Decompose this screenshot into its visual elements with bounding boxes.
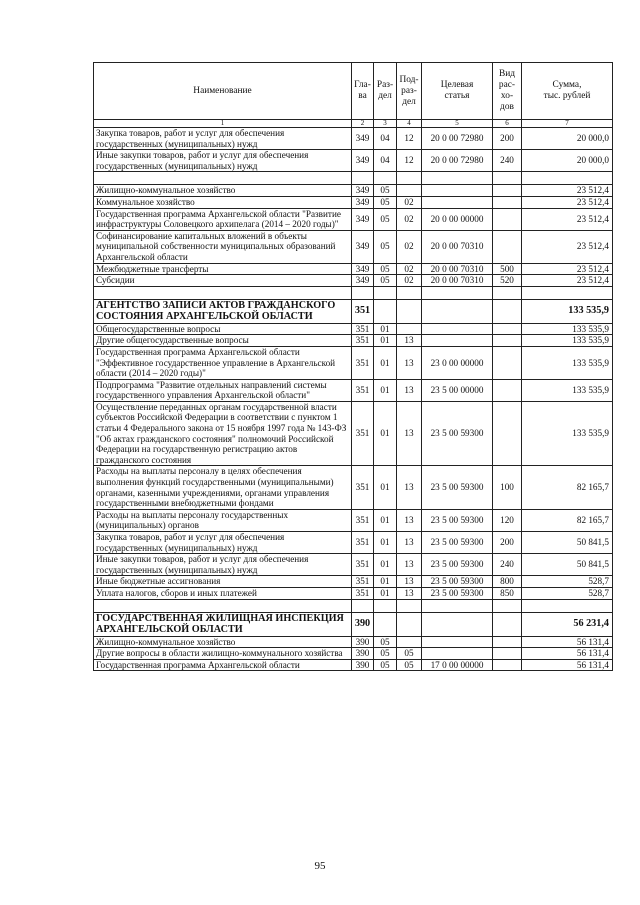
cell-sum: 133 535,9 bbox=[522, 346, 613, 379]
table-row bbox=[94, 636, 613, 648]
cell-target: 17 0 00 00000 bbox=[422, 659, 493, 671]
cell-sum: 23 512,4 bbox=[522, 230, 613, 263]
table-row bbox=[94, 648, 613, 660]
cell-target bbox=[422, 299, 493, 323]
header-name: Наименование bbox=[94, 63, 352, 120]
cell-vid bbox=[493, 599, 522, 612]
cell-razdel: 01 bbox=[374, 509, 397, 531]
cell-glava: 351 bbox=[352, 323, 374, 335]
cell-sum bbox=[522, 172, 613, 185]
cell-glava bbox=[352, 286, 374, 299]
cell-glava: 390 bbox=[352, 648, 374, 660]
spacer-row bbox=[94, 172, 613, 185]
cell-target: 23 5 00 59300 bbox=[422, 532, 493, 554]
cell-podrazdel: 05 bbox=[397, 659, 422, 671]
cell-sum: 133 535,9 bbox=[522, 401, 613, 466]
cell-target: 20 0 00 72980 bbox=[422, 128, 493, 150]
cell-glava: 349 bbox=[352, 128, 374, 150]
cell-vid: 800 bbox=[493, 576, 522, 588]
cell-target: 20 0 00 70310 bbox=[422, 230, 493, 263]
cell-podrazdel: 13 bbox=[397, 554, 422, 576]
column-number-row bbox=[94, 120, 613, 128]
table-row bbox=[94, 128, 613, 150]
table-row bbox=[94, 532, 613, 554]
cell-target: 20 0 00 72980 bbox=[422, 150, 493, 172]
cell-target: 23 5 00 59300 bbox=[422, 509, 493, 531]
cell-name: Расходы на выплаты персоналу в целях обеспечения выполнения функций государственными (муниципальными) органами, казенными учреждениями, органами управления государственными внебюджетными фондами bbox=[94, 466, 352, 509]
cell-name: Иные закупки товаров, работ и услуг для обеспечения государственных (муниципальных) нужд bbox=[94, 150, 352, 172]
cell-podrazdel: 13 bbox=[397, 466, 422, 509]
cell-podrazdel: 05 bbox=[397, 648, 422, 660]
table-row bbox=[94, 659, 613, 671]
table-row bbox=[94, 335, 613, 347]
cell-podrazdel: 02 bbox=[397, 196, 422, 208]
cell-razdel: 05 bbox=[374, 659, 397, 671]
cell-vid bbox=[493, 335, 522, 347]
spacer-row bbox=[94, 599, 613, 612]
cell-sum: 82 165,7 bbox=[522, 466, 613, 509]
column-number: 6 bbox=[493, 120, 522, 128]
cell-glava: 349 bbox=[352, 150, 374, 172]
cell-glava: 351 bbox=[352, 466, 374, 509]
cell-razdel: 01 bbox=[374, 335, 397, 347]
cell-podrazdel bbox=[397, 299, 422, 323]
cell-sum: 23 512,4 bbox=[522, 196, 613, 208]
cell-sum: 56 231,4 bbox=[522, 612, 613, 636]
cell-glava: 351 bbox=[352, 401, 374, 466]
cell-target: 23 5 00 59300 bbox=[422, 587, 493, 599]
cell-target bbox=[422, 172, 493, 185]
cell-glava: 349 bbox=[352, 230, 374, 263]
table-row bbox=[94, 275, 613, 287]
cell-sum bbox=[522, 599, 613, 612]
cell-razdel: 05 bbox=[374, 230, 397, 263]
cell-razdel: 05 bbox=[374, 636, 397, 648]
budget-table bbox=[93, 62, 613, 671]
cell-sum: 82 165,7 bbox=[522, 509, 613, 531]
table-row bbox=[94, 323, 613, 335]
cell-glava: 351 bbox=[352, 346, 374, 379]
cell-vid bbox=[493, 172, 522, 185]
cell-target bbox=[422, 185, 493, 197]
header-sum: Сумма, тыс. рублей bbox=[522, 63, 613, 120]
cell-sum: 50 841,5 bbox=[522, 532, 613, 554]
cell-name: Жилищно-коммунальное хозяйство bbox=[94, 636, 352, 648]
cell-razdel: 05 bbox=[374, 196, 397, 208]
header-vid: Вид рас- хо- дов bbox=[493, 63, 522, 120]
cell-name: ГОСУДАРСТВЕННАЯ ЖИЛИЩНАЯ ИНСПЕКЦИЯ АРХАНГЕЛЬСКОЙ ОБЛАСТИ bbox=[94, 612, 352, 636]
cell-name: Общегосударственные вопросы bbox=[94, 323, 352, 335]
header-podrazdel: Под- раз- дел bbox=[397, 63, 422, 120]
cell-razdel: 01 bbox=[374, 466, 397, 509]
cell-glava: 351 bbox=[352, 576, 374, 588]
cell-razdel: 01 bbox=[374, 554, 397, 576]
cell-glava: 351 bbox=[352, 379, 374, 401]
cell-glava: 351 bbox=[352, 335, 374, 347]
column-number: 2 bbox=[352, 120, 374, 128]
cell-glava: 390 bbox=[352, 612, 374, 636]
table-row bbox=[94, 401, 613, 466]
cell-vid: 520 bbox=[493, 275, 522, 287]
cell-name: Иные закупки товаров, работ и услуг для обеспечения государственных (муниципальных) нужд bbox=[94, 554, 352, 576]
cell-sum: 133 535,9 bbox=[522, 323, 613, 335]
cell-glava: 351 bbox=[352, 587, 374, 599]
cell-target bbox=[422, 335, 493, 347]
cell-sum: 20 000,0 bbox=[522, 128, 613, 150]
cell-razdel: 05 bbox=[374, 263, 397, 275]
cell-sum: 20 000,0 bbox=[522, 150, 613, 172]
cell-glava bbox=[352, 172, 374, 185]
cell-glava: 351 bbox=[352, 554, 374, 576]
cell-podrazdel bbox=[397, 286, 422, 299]
cell-glava: 349 bbox=[352, 263, 374, 275]
cell-target: 20 0 00 70310 bbox=[422, 275, 493, 287]
cell-razdel: 05 bbox=[374, 648, 397, 660]
cell-target bbox=[422, 648, 493, 660]
cell-razdel: 01 bbox=[374, 587, 397, 599]
cell-target bbox=[422, 636, 493, 648]
cell-glava: 349 bbox=[352, 185, 374, 197]
cell-razdel bbox=[374, 286, 397, 299]
cell-name: Коммунальное хозяйство bbox=[94, 196, 352, 208]
cell-name: Закупка товаров, работ и услуг для обеспечения государственных (муниципальных) нужд bbox=[94, 532, 352, 554]
cell-vid bbox=[493, 612, 522, 636]
cell-vid: 240 bbox=[493, 554, 522, 576]
table-row bbox=[94, 230, 613, 263]
cell-glava: 349 bbox=[352, 196, 374, 208]
cell-target: 23 5 00 59300 bbox=[422, 554, 493, 576]
cell-podrazdel: 02 bbox=[397, 208, 422, 230]
cell-vid: 200 bbox=[493, 532, 522, 554]
cell-razdel: 01 bbox=[374, 379, 397, 401]
cell-glava: 351 bbox=[352, 532, 374, 554]
cell-podrazdel: 12 bbox=[397, 128, 422, 150]
cell-razdel bbox=[374, 612, 397, 636]
cell-razdel bbox=[374, 172, 397, 185]
cell-razdel bbox=[374, 299, 397, 323]
cell-sum bbox=[522, 286, 613, 299]
cell-vid bbox=[493, 648, 522, 660]
cell-razdel: 04 bbox=[374, 128, 397, 150]
cell-name: Межбюджетные трансферты bbox=[94, 263, 352, 275]
cell-name: Другие вопросы в области жилищно-коммунального хозяйства bbox=[94, 648, 352, 660]
cell-razdel: 05 bbox=[374, 275, 397, 287]
cell-podrazdel bbox=[397, 172, 422, 185]
cell-target: 23 5 00 00000 bbox=[422, 379, 493, 401]
cell-podrazdel: 13 bbox=[397, 379, 422, 401]
cell-razdel bbox=[374, 599, 397, 612]
cell-podrazdel bbox=[397, 323, 422, 335]
table-row bbox=[94, 208, 613, 230]
cell-sum: 133 535,9 bbox=[522, 299, 613, 323]
cell-podrazdel: 13 bbox=[397, 346, 422, 379]
header-target: Целевая статья bbox=[422, 63, 493, 120]
cell-podrazdel: 02 bbox=[397, 263, 422, 275]
cell-sum: 56 131,4 bbox=[522, 659, 613, 671]
column-number: 4 bbox=[397, 120, 422, 128]
cell-name bbox=[94, 172, 352, 185]
column-number: 3 bbox=[374, 120, 397, 128]
cell-target: 20 0 00 70310 bbox=[422, 263, 493, 275]
table-row bbox=[94, 612, 613, 636]
cell-name bbox=[94, 599, 352, 612]
column-number: 1 bbox=[94, 120, 352, 128]
cell-name: Софинансирование капитальных вложений в объекты муниципальной собственности муниципальных образований Архангельской области bbox=[94, 230, 352, 263]
cell-podrazdel bbox=[397, 636, 422, 648]
table-row bbox=[94, 299, 613, 323]
cell-name: Субсидии bbox=[94, 275, 352, 287]
cell-vid: 500 bbox=[493, 263, 522, 275]
table-row bbox=[94, 185, 613, 197]
cell-target: 23 5 00 59300 bbox=[422, 466, 493, 509]
cell-podrazdel: 02 bbox=[397, 230, 422, 263]
cell-name: Иные бюджетные ассигнования bbox=[94, 576, 352, 588]
cell-name: Другие общегосударственные вопросы bbox=[94, 335, 352, 347]
table-row bbox=[94, 587, 613, 599]
cell-name: Государственная программа Архангельской области bbox=[94, 659, 352, 671]
cell-vid: 200 bbox=[493, 128, 522, 150]
cell-podrazdel: 13 bbox=[397, 335, 422, 347]
header-razdel: Раз- дел bbox=[374, 63, 397, 120]
cell-razdel: 04 bbox=[374, 150, 397, 172]
cell-glava: 351 bbox=[352, 299, 374, 323]
cell-name: Закупка товаров, работ и услуг для обеспечения государственных (муниципальных) нужд bbox=[94, 128, 352, 150]
cell-target: 20 0 00 00000 bbox=[422, 208, 493, 230]
cell-glava: 349 bbox=[352, 208, 374, 230]
cell-podrazdel: 02 bbox=[397, 275, 422, 287]
cell-glava bbox=[352, 599, 374, 612]
cell-podrazdel: 13 bbox=[397, 509, 422, 531]
cell-vid bbox=[493, 196, 522, 208]
cell-vid bbox=[493, 346, 522, 379]
page-number: 95 bbox=[314, 860, 326, 872]
cell-podrazdel: 13 bbox=[397, 587, 422, 599]
table-row bbox=[94, 554, 613, 576]
cell-target bbox=[422, 286, 493, 299]
cell-vid bbox=[493, 299, 522, 323]
cell-sum: 23 512,4 bbox=[522, 263, 613, 275]
table-body bbox=[94, 128, 613, 671]
cell-sum: 23 512,4 bbox=[522, 185, 613, 197]
cell-glava: 351 bbox=[352, 509, 374, 531]
table-row bbox=[94, 196, 613, 208]
cell-podrazdel: 13 bbox=[397, 576, 422, 588]
cell-vid: 120 bbox=[493, 509, 522, 531]
cell-target: 23 0 00 00000 bbox=[422, 346, 493, 379]
cell-razdel: 05 bbox=[374, 208, 397, 230]
cell-razdel: 01 bbox=[374, 576, 397, 588]
cell-target: 23 5 00 59300 bbox=[422, 401, 493, 466]
column-number: 5 bbox=[422, 120, 493, 128]
cell-name: Осуществление переданных органам государственной власти субъектов Российской Федерации в соответствии с пунктом 1 статьи 4 Федерального закона от 15 ноября 1997 года № 143-ФЗ "Об актах гражданского состояния" полномочий Российской Федерации на государственную регистрацию актов гражданского состояния bbox=[94, 401, 352, 466]
cell-podrazdel: 13 bbox=[397, 532, 422, 554]
cell-razdel: 01 bbox=[374, 532, 397, 554]
cell-vid: 100 bbox=[493, 466, 522, 509]
cell-sum: 50 841,5 bbox=[522, 554, 613, 576]
cell-target: 23 5 00 59300 bbox=[422, 576, 493, 588]
table-row bbox=[94, 263, 613, 275]
header-glava: Гла- ва bbox=[352, 63, 374, 120]
cell-vid bbox=[493, 401, 522, 466]
cell-podrazdel bbox=[397, 612, 422, 636]
cell-sum: 133 535,9 bbox=[522, 335, 613, 347]
cell-target bbox=[422, 612, 493, 636]
cell-razdel: 01 bbox=[374, 401, 397, 466]
cell-vid bbox=[493, 286, 522, 299]
cell-vid bbox=[493, 185, 522, 197]
cell-glava: 349 bbox=[352, 275, 374, 287]
cell-vid: 850 bbox=[493, 587, 522, 599]
table-row bbox=[94, 509, 613, 531]
cell-glava: 390 bbox=[352, 636, 374, 648]
cell-vid bbox=[493, 659, 522, 671]
cell-vid bbox=[493, 379, 522, 401]
cell-sum: 528,7 bbox=[522, 587, 613, 599]
cell-vid bbox=[493, 208, 522, 230]
table-row bbox=[94, 379, 613, 401]
cell-name: АГЕНТСТВО ЗАПИСИ АКТОВ ГРАЖДАНСКОГО СОСТОЯНИЯ АРХАНГЕЛЬСКОЙ ОБЛАСТИ bbox=[94, 299, 352, 323]
cell-podrazdel: 12 bbox=[397, 150, 422, 172]
cell-name: Государственная программа Архангельской области "Эффективное государственное управление в Архангельской области (2014 – 2020 годы)" bbox=[94, 346, 352, 379]
cell-sum: 528,7 bbox=[522, 576, 613, 588]
cell-name: Расходы на выплаты персоналу государственных (муниципальных) органов bbox=[94, 509, 352, 531]
cell-target bbox=[422, 196, 493, 208]
cell-name: Подпрограмма "Развитие отдельных направлений системы государственного управления Архангельской области" bbox=[94, 379, 352, 401]
cell-podrazdel bbox=[397, 599, 422, 612]
cell-podrazdel bbox=[397, 185, 422, 197]
cell-target bbox=[422, 323, 493, 335]
cell-glava: 390 bbox=[352, 659, 374, 671]
header-row bbox=[94, 63, 613, 120]
cell-sum: 133 535,9 bbox=[522, 379, 613, 401]
cell-sum: 56 131,4 bbox=[522, 648, 613, 660]
column-number: 7 bbox=[522, 120, 613, 128]
cell-razdel: 01 bbox=[374, 346, 397, 379]
cell-vid bbox=[493, 323, 522, 335]
cell-name: Уплата налогов, сборов и иных платежей bbox=[94, 587, 352, 599]
cell-name: Жилищно-коммунальное хозяйство bbox=[94, 185, 352, 197]
cell-vid bbox=[493, 230, 522, 263]
cell-sum: 23 512,4 bbox=[522, 275, 613, 287]
cell-vid: 240 bbox=[493, 150, 522, 172]
cell-name bbox=[94, 286, 352, 299]
table-row bbox=[94, 466, 613, 509]
cell-vid bbox=[493, 636, 522, 648]
cell-razdel: 01 bbox=[374, 323, 397, 335]
table-row bbox=[94, 576, 613, 588]
cell-target bbox=[422, 599, 493, 612]
cell-podrazdel: 13 bbox=[397, 401, 422, 466]
cell-sum: 56 131,4 bbox=[522, 636, 613, 648]
spacer-row bbox=[94, 286, 613, 299]
cell-name: Государственная программа Архангельской области "Развитие инфраструктуры Соловецкого архипелага (2014 – 2020 годы)" bbox=[94, 208, 352, 230]
table-row bbox=[94, 346, 613, 379]
cell-razdel: 05 bbox=[374, 185, 397, 197]
cell-sum: 23 512,4 bbox=[522, 208, 613, 230]
table-row bbox=[94, 150, 613, 172]
